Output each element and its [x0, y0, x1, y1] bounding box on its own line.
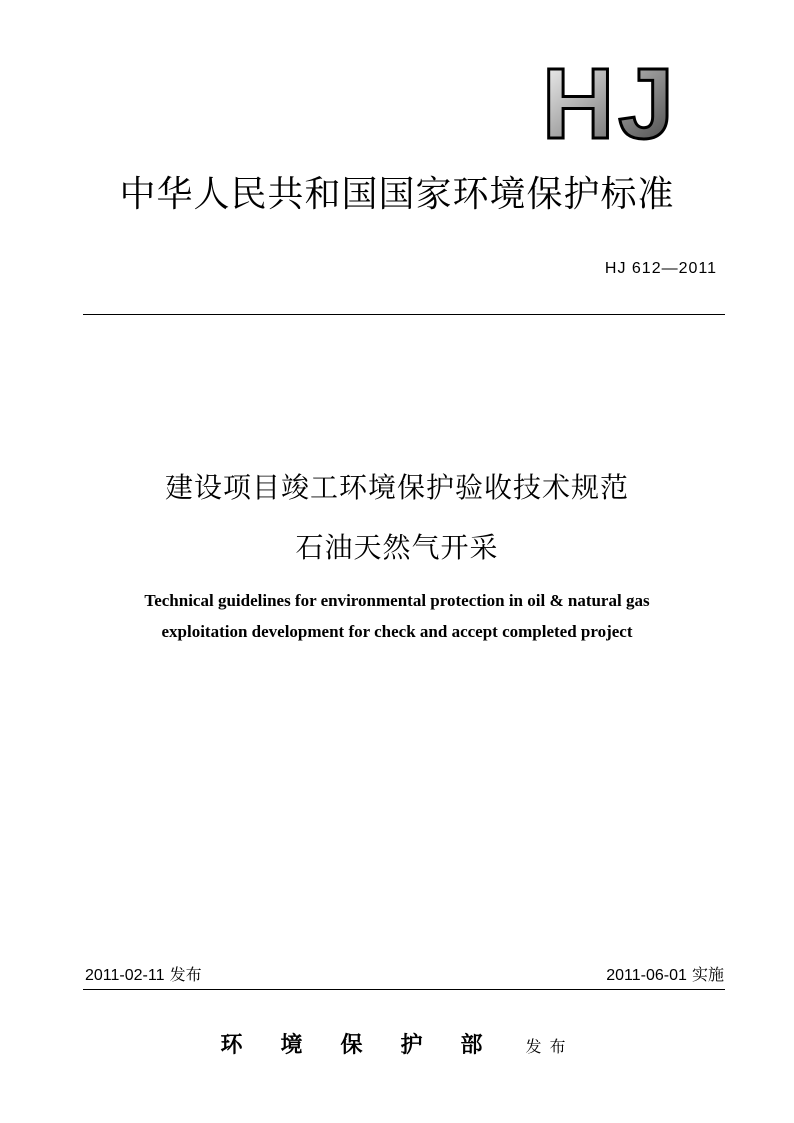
implementation-date-block — [606, 964, 724, 987]
title-en-line2: exploitation development for check and accept completed project — [161, 622, 633, 641]
footer-divider — [83, 989, 725, 990]
header-divider — [83, 314, 725, 315]
hj-logo — [540, 56, 710, 146]
release-date: 2011-02-11 — [85, 967, 165, 984]
implementation-date: 2011-06-01 — [606, 967, 687, 984]
issuer-verb: 发布 — [525, 1037, 574, 1056]
release-label: 发布 — [169, 965, 202, 984]
issuer-org: 环境保护部 — [220, 1033, 521, 1058]
standard-code: HJ 612—2011 — [604, 260, 717, 277]
hj-logo-graphic — [540, 56, 710, 146]
implementation-label: 实施 — [691, 965, 724, 984]
issuer-line — [0, 1028, 794, 1059]
release-date-block — [85, 964, 202, 987]
title-cn-line2: 石油天然气开采 — [295, 531, 499, 564]
hj-logo-text: HJ — [542, 56, 678, 146]
title-cn-line1: 建设项目竣工环境保护验收技术规范 — [164, 471, 629, 504]
standard-category-title: 中华人民共和国国家环境保护标准 — [119, 174, 675, 215]
title-en-line1: Technical guidelines for environmental protection in oil & natural gas — [144, 591, 650, 610]
